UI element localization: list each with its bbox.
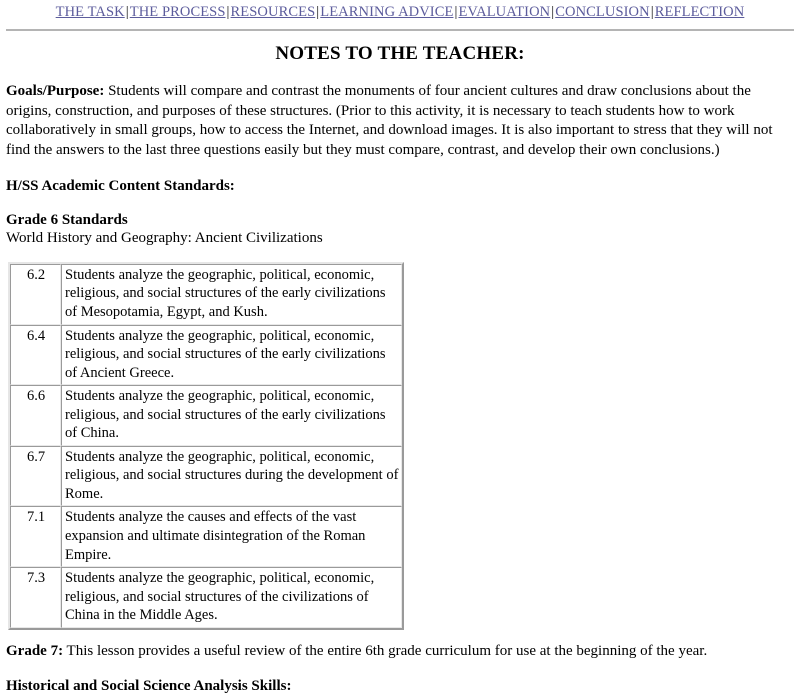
- goals-purpose-text: Students will compare and contrast the monuments of four ancient cultures and draw conclusions about the origins, construction, and purposes of these structures. (Prior to this activity, it is necessary to teach students how to work collaboratively in small groups, how to access the Internet, and download images. It is also important to stress that they will not find the answers to the last three questions easily but they must compare, contrast, and develop their own conclusions.): [6, 83, 773, 158]
- standard-description: Students analyze the causes and effects of the vast expansion and ultimate disintegration of the Roman Empire.: [61, 506, 402, 567]
- standard-code: 7.1: [10, 506, 61, 567]
- table-row: [10, 325, 402, 386]
- horizontal-divider: [6, 29, 794, 31]
- grade7-paragraph: [6, 642, 794, 662]
- standard-description: Students analyze the geographic, political, economic, religious, and social structures of the early civilizations of Mesopotamia, Egypt, and Kush.: [61, 264, 402, 325]
- nav-separator: |: [454, 4, 458, 20]
- grade7-text: This lesson provides a useful review of the entire 6th grade curriculum for use at the beginning of the year.: [63, 642, 708, 659]
- top-navigation: [6, 0, 794, 21]
- table-row: [10, 264, 402, 325]
- nav-separator: |: [125, 4, 129, 20]
- analysis-skills-heading: Historical and Social Science Analysis Skills:: [6, 678, 292, 695]
- nav-link-conclusion[interactable]: CONCLUSION: [555, 4, 650, 20]
- standard-code: 6.6: [10, 385, 61, 446]
- standard-code: 7.3: [10, 567, 61, 628]
- standards-heading: H/SS Academic Content Standards:: [6, 178, 235, 195]
- standards-table: [8, 262, 404, 630]
- standard-description: Students analyze the geographic, political, economic, religious, and social structures of the early civilizations of China.: [61, 385, 402, 446]
- nav-link-the-process[interactable]: THE PROCESS: [129, 4, 226, 20]
- goals-purpose-label: Goals/Purpose:: [6, 83, 105, 100]
- nav-link-evaluation[interactable]: EVALUATION: [458, 4, 551, 20]
- nav-link-resources[interactable]: RESOURCES: [230, 4, 316, 20]
- table-row: [10, 567, 402, 628]
- table-row: [10, 506, 402, 567]
- grade6-heading: Grade 6 Standards: [6, 212, 128, 229]
- grade6-subheading: World History and Geography: Ancient Civilizations: [6, 230, 323, 247]
- goals-purpose-paragraph: [6, 82, 794, 160]
- table-row: [10, 385, 402, 446]
- nav-link-reflection[interactable]: REFLECTION: [654, 4, 745, 20]
- standard-code: 6.2: [10, 264, 61, 325]
- nav-separator: |: [226, 4, 230, 20]
- standard-description: Students analyze the geographic, political, economic, religious, and social structures of the early civilizations of Ancient Greece.: [61, 325, 402, 386]
- nav-separator: |: [316, 4, 320, 20]
- nav-separator: |: [650, 4, 654, 20]
- standards-table-body: [10, 264, 402, 628]
- page-title: NOTES TO THE TEACHER:: [275, 43, 525, 65]
- standard-description: Students analyze the geographic, political, economic, religious, and social structures of the civilizations of China in the Middle Ages.: [61, 567, 402, 628]
- nav-link-the-task[interactable]: THE TASK: [55, 4, 125, 20]
- standard-code: 6.4: [10, 325, 61, 386]
- grade7-label: Grade 7:: [6, 642, 64, 659]
- standard-description: Students analyze the geographic, political, economic, religious, and social structures during the development of Rome.: [61, 446, 402, 507]
- nav-separator: |: [551, 4, 555, 20]
- table-row: [10, 446, 402, 507]
- nav-link-learning-advice[interactable]: LEARNING ADVICE: [320, 4, 454, 20]
- standard-code: 6.7: [10, 446, 61, 507]
